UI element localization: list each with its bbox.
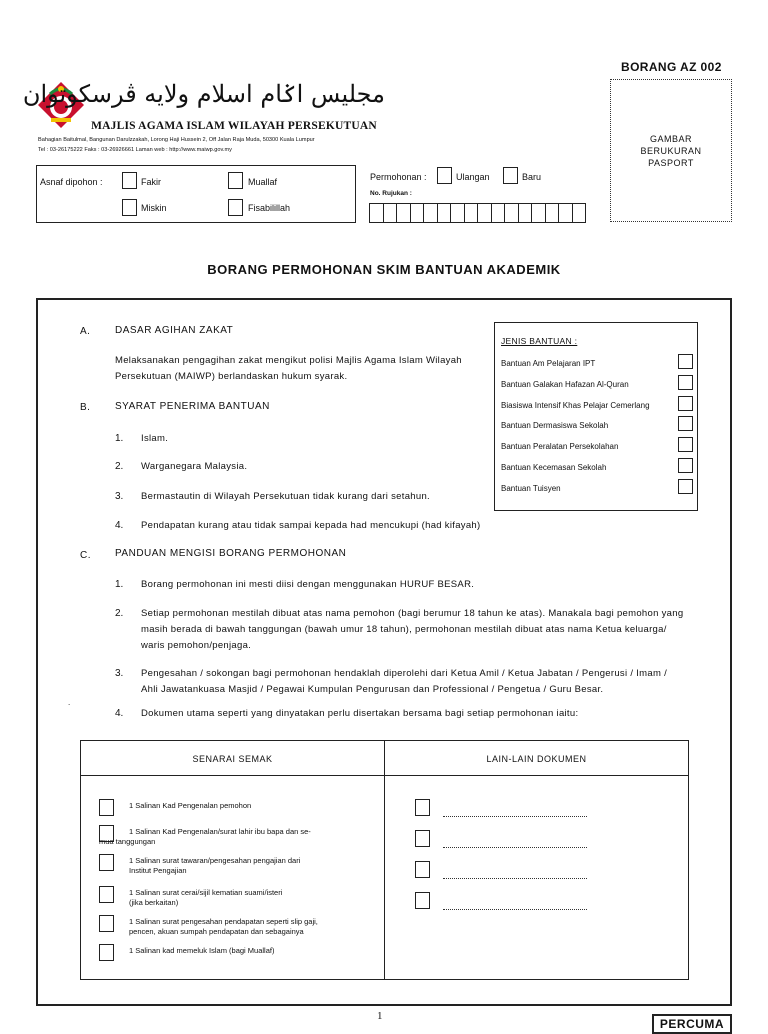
- stray-dot: .: [68, 698, 71, 707]
- checkbox-fakir[interactable]: [122, 172, 137, 189]
- section-c-item-number: 4.: [115, 708, 124, 719]
- jenis-bantuan-checkbox[interactable]: [678, 416, 693, 431]
- org-name-jawi: مجليس اݢام اسلام ولايه ڤرسکوتوان: [22, 80, 385, 108]
- section-a-letter: A.: [80, 326, 91, 337]
- option-miskin: Miskin: [141, 203, 167, 213]
- other-document-checkbox[interactable]: [415, 830, 430, 847]
- section-b-letter: B.: [80, 402, 91, 413]
- checklist-item-text: pencen, akuan sumpah pendapatan dan sebagainya: [129, 927, 304, 936]
- section-b-item-text: Bermastautin di Wilayah Persekutuan tidak kurang dari setahun.: [141, 491, 430, 502]
- jenis-bantuan-box: [494, 322, 698, 511]
- jenis-bantuan-checkbox[interactable]: [678, 437, 693, 452]
- jenis-bantuan-checkbox[interactable]: [678, 458, 693, 473]
- option-ulangan: Ulangan: [456, 172, 490, 182]
- other-document-checkbox[interactable]: [415, 892, 430, 909]
- ref-number-cell[interactable]: [437, 203, 452, 223]
- permohonan-label: Permohonan :: [370, 172, 427, 182]
- jenis-bantuan-item: Bantuan Tuisyen: [501, 483, 561, 493]
- checkbox-miskin[interactable]: [122, 199, 137, 216]
- jenis-bantuan-item: Bantuan Peralatan Persekolahan: [501, 442, 619, 452]
- section-c-item-text: Ahli Jawatankuasa Masjid / Pegawai Kumpulan Pengurusan dan Professional / Pengetua / Guru Besar.: [141, 684, 604, 695]
- jenis-bantuan-checkbox[interactable]: [678, 479, 693, 494]
- ref-number-cell[interactable]: [491, 203, 506, 223]
- jenis-bantuan-heading: JENIS BANTUAN :: [501, 336, 578, 346]
- section-b-item-text: Warganegara Malaysia.: [141, 461, 248, 472]
- other-document-line[interactable]: [443, 878, 587, 879]
- section-c-item-number: 3.: [115, 668, 124, 679]
- passport-photo-box: [610, 79, 732, 222]
- jenis-bantuan-item: Bantuan Galakan Hafazan Al-Quran: [501, 379, 629, 389]
- ref-number-cell[interactable]: [477, 203, 492, 223]
- checkbox-fisabilillah[interactable]: [228, 199, 243, 216]
- ref-number-cell[interactable]: [545, 203, 560, 223]
- ref-number-cell[interactable]: [504, 203, 519, 223]
- checklist-item-text: mua tanggungan: [99, 837, 156, 846]
- option-fisabilillah: Fisabilillah: [248, 203, 291, 213]
- ref-number-cell[interactable]: [423, 203, 438, 223]
- section-b-item-number: 2.: [115, 461, 124, 472]
- checklist-checkbox[interactable]: [99, 799, 114, 816]
- other-document-line[interactable]: [443, 909, 587, 910]
- form-code: BORANG AZ 002: [621, 60, 722, 74]
- ref-number-cell[interactable]: [531, 203, 546, 223]
- checklist-table: [80, 740, 689, 980]
- checkbox-ulangan[interactable]: [437, 167, 452, 184]
- section-c-item-number: 2.: [115, 608, 124, 619]
- checklist-item-text: 1 Salinan Kad Pengenalan pemohon: [129, 801, 252, 810]
- checkbox-baru[interactable]: [503, 167, 518, 184]
- form-title: BORANG PERMOHONAN SKIM BANTUAN AKADEMIK: [207, 262, 561, 277]
- org-name: MAJLIS AGAMA ISLAM WILAYAH PERSEKUTUAN: [91, 120, 377, 132]
- ref-number-cell[interactable]: [450, 203, 465, 223]
- jenis-bantuan-item: Bantuan Kecemasan Sekolah: [501, 463, 607, 472]
- jenis-bantuan-checkbox[interactable]: [678, 396, 693, 411]
- section-c-item-text: waris pemohon/penjaga.: [141, 640, 252, 651]
- section-b-item-number: 3.: [115, 491, 124, 502]
- checklist-checkbox[interactable]: [99, 854, 114, 871]
- checklist-item-text: 1 Salinan surat tawaran/pengesahan pengajian dari: [129, 856, 301, 865]
- checklist-item-text: 1 Salinan Kad Pengenalan/surat lahir ibu bapa dan se-: [129, 827, 311, 836]
- jenis-bantuan-item: Biasiswa Intensif Khas Pelajar Cemerlang: [501, 400, 650, 410]
- section-b-item-text: Pendapatan kurang atau tidak sampai kepada had mencukupi (had kifayah): [141, 520, 481, 531]
- ref-number-cell[interactable]: [410, 203, 425, 223]
- checklist-checkbox[interactable]: [99, 886, 114, 903]
- section-b-item-number: 4.: [115, 520, 124, 531]
- checklist-item-text: Institut Pengajian: [129, 866, 187, 875]
- jenis-bantuan-checkbox[interactable]: [678, 354, 693, 369]
- jenis-bantuan-checkbox[interactable]: [678, 375, 693, 390]
- asnaf-label: Asnaf dipohon :: [40, 177, 103, 187]
- other-document-checkbox[interactable]: [415, 861, 430, 878]
- option-fakir: Fakir: [141, 177, 161, 187]
- address-line-2: Tel : 03-26175222 Faks : 03-26926661 Laman web : http://www.maiwp.gov.my: [38, 147, 232, 153]
- jenis-bantuan-item: Bantuan Dermasiswa Sekolah: [501, 421, 609, 431]
- ref-number-field[interactable]: [369, 203, 601, 223]
- section-c-item-text: Setiap permohonan mestilah dibuat atas nama pemohon (bagi berumur 18 tahun ke atas). Manakala bagi pemohon yang: [141, 608, 684, 619]
- checklist-item-text: (jika berkaitan): [129, 898, 179, 907]
- col-header-senarai-semak: SENARAI SEMAK: [192, 754, 273, 764]
- percuma-stamp: PERCUMA: [652, 1014, 732, 1034]
- ref-number-cell[interactable]: [396, 203, 411, 223]
- section-b-item-text: Islam.: [141, 433, 169, 444]
- section-c-item-text: Dokumen utama seperti yang dinyatakan perlu disertakan bersama bagi setiap permohonan iaitu:: [141, 708, 579, 719]
- section-c-heading: PANDUAN MENGISI BORANG PERMOHONAN: [115, 548, 347, 559]
- other-document-line[interactable]: [443, 847, 587, 848]
- section-a-heading: DASAR AGIHAN ZAKAT: [115, 325, 234, 336]
- checklist-checkbox[interactable]: [99, 915, 114, 932]
- section-b-item-number: 1.: [115, 433, 124, 444]
- ref-number-cell[interactable]: [518, 203, 533, 223]
- section-c-item-text: Pengesahan / sokongan bagi permohonan hendaklah diperolehi dari Ketua Amil / Ketua Jabatan / Pengerusi / Imam /: [141, 668, 668, 679]
- ref-number-label: No. Rujukan :: [370, 190, 412, 197]
- jenis-bantuan-item: Bantuan Am Pelajaran IPT: [501, 359, 596, 368]
- section-c-item-text: Borang permohonan ini mesti diisi dengan menggunakan HURUF BESAR.: [141, 579, 475, 590]
- section-c-item-number: 1.: [115, 579, 124, 590]
- photo-box-line-2: BERUKURAN: [640, 146, 702, 156]
- option-muallaf: Muallaf: [248, 177, 278, 187]
- address-line-1: Bahagian Baitulmal, Bangunan Darulzzakah, Lorong Haji Hussein 2, Off Jalan Raja Muda, 50300 Kuala Lumpur: [38, 137, 315, 143]
- photo-box-line-3: PASPORT: [648, 158, 694, 168]
- ref-number-cell[interactable]: [369, 203, 384, 223]
- checklist-item-text: 1 Salinan surat cerai/sijil kematian suami/isteri: [129, 888, 283, 897]
- section-b-heading: SYARAT PENERIMA BANTUAN: [115, 401, 270, 412]
- section-a-text-1: Melaksanakan pengagihan zakat mengikut polisi Majlis Agama Islam Wilayah: [115, 355, 462, 366]
- section-c-item-text: masih berada di bawah tanggungan (bawah umur 18 tahun), permohonan mestilah dibuat atas nama Ketua keluarga/: [141, 624, 667, 635]
- ref-number-cell[interactable]: [558, 203, 573, 223]
- checkbox-muallaf[interactable]: [228, 172, 243, 189]
- ref-number-cell[interactable]: [383, 203, 398, 223]
- page-number: 1: [377, 1010, 383, 1022]
- option-baru: Baru: [522, 172, 542, 182]
- section-c-letter: C.: [80, 550, 91, 561]
- checklist-item-text: 1 Salinan kad memeluk Islam (bagi Muallaf): [129, 946, 275, 955]
- ref-number-cell[interactable]: [464, 203, 479, 223]
- checklist-item-text: 1 Salinan surat pengesahan pendapatan seperti slip gaji,: [129, 917, 318, 926]
- other-document-checkbox[interactable]: [415, 799, 430, 816]
- photo-box-line-1: GAMBAR: [649, 134, 692, 144]
- col-header-lain-lain: LAIN-LAIN DOKUMEN: [486, 754, 587, 764]
- asnaf-box: [36, 165, 356, 223]
- checklist-checkbox[interactable]: [99, 944, 114, 961]
- table-column-divider: [384, 741, 385, 979]
- ref-number-cell[interactable]: [572, 203, 587, 223]
- section-a-text-2: Persekutuan (MAIWP) berlandaskan hukum syarak.: [115, 371, 348, 382]
- other-document-line[interactable]: [443, 816, 587, 817]
